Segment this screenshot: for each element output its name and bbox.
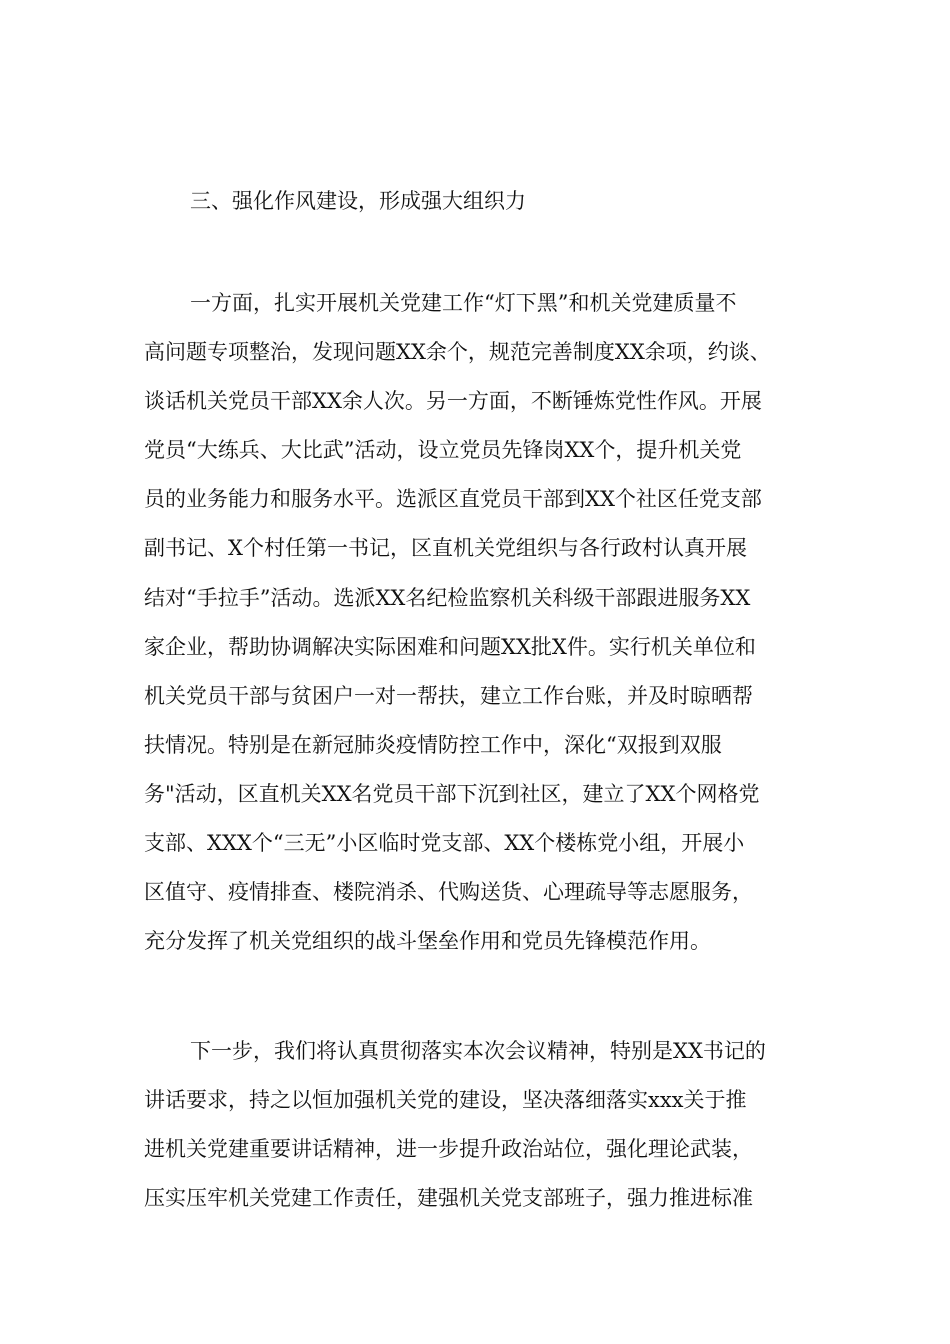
paragraph-line: 副书记、X个村任第一书记，区直机关党组织与各行政村认真开展: [144, 536, 747, 561]
paragraph-line: 务"活动，区直机关XX名党员干部下沉到社区，建立了XX个网格党: [144, 781, 760, 806]
paragraph-line: 压实压牢机关党建工作责任，建强机关党支部班子，强力推进标准: [144, 1186, 753, 1211]
paragraph-party-style: [144, 279, 814, 966]
paragraph-line: 下一步，我们将认真贯彻落实本次会议精神，特别是XX书记的: [190, 1039, 766, 1063]
paragraph-next-steps: [144, 1027, 814, 1223]
paragraph-line: 谈话机关党员干部XX余人次。另一方面，不断锤炼党性作风。开展: [144, 389, 762, 414]
paragraph-line: 扶情况。特别是在新冠肺炎疫情防控工作中，深化“双报到双服: [144, 732, 722, 757]
section-heading: 三、强化作风建设，形成强大组织力: [190, 189, 526, 213]
paragraph-line: 员的业务能力和服务水平。选派区直党员干部到XX个社区任党支部: [144, 487, 762, 512]
paragraph-line: 一方面，扎实开展机关党建工作“灯下黑”和机关党建质量不: [190, 291, 737, 315]
paragraph-line: 党员“大练兵、大比武”活动，设立党员先锋岗XX个，提升机关党: [144, 438, 742, 463]
paragraph-line: 机关党员干部与贫困户一对一帮扶，建立工作台账，并及时晾晒帮: [144, 683, 753, 708]
paragraph-line: 区值守、疫情排查、楼院消杀、代购送货、心理疏导等志愿服务，: [144, 880, 753, 905]
paragraph-line: 支部、XXX个“三无”小区临时党支部、XX个楼栋党小组，开展小: [144, 831, 745, 856]
paragraph-line: 家企业，帮助协调解决实际困难和问题XX批X件。实行机关单位和: [144, 634, 756, 659]
paragraph-line: 高问题专项整治，发现问题XX余个，规范完善制度XX余项，约谈、: [144, 340, 771, 365]
paragraph-line: 结对“手拉手”活动。选派XX名纪检监察机关科级干部跟进服务XX: [144, 585, 751, 610]
paragraph-line: 充分发挥了机关党组织的战斗堡垒作用和党员先锋模范作用。: [144, 929, 711, 954]
paragraph-line: 讲话要求，持之以恒加强机关党的建设，坚决落细落实xxx关于推: [144, 1088, 747, 1113]
paragraph-line: 进机关党建重要讲话精神，进一步提升政治站位，强化理论武装，: [144, 1137, 753, 1162]
